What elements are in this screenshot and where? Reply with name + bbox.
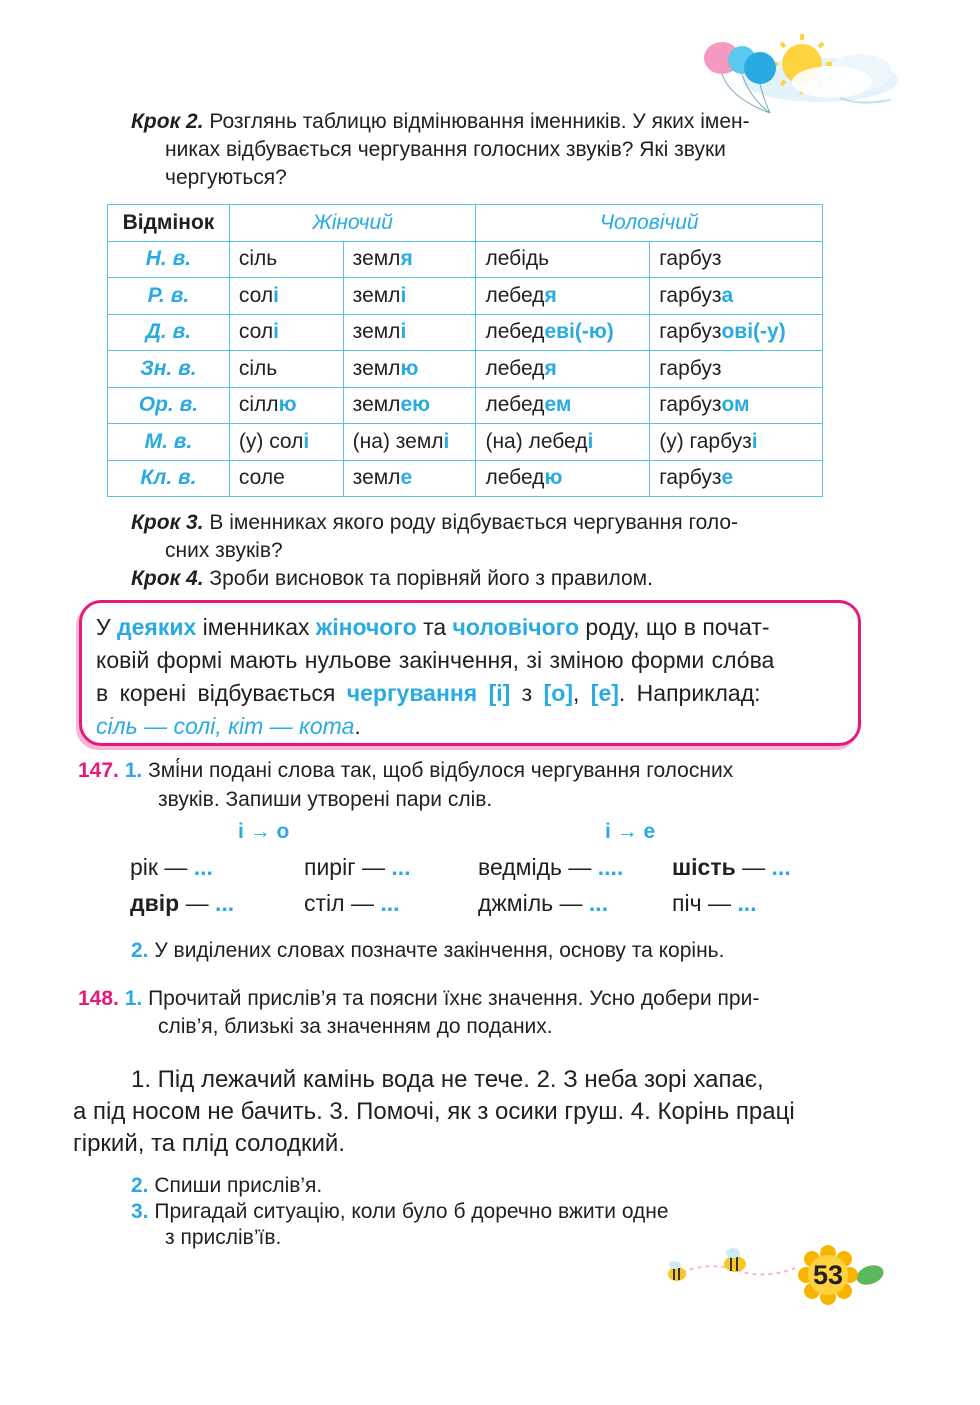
word-cell	[229, 278, 343, 315]
word-stem: лебідь	[485, 247, 550, 271]
word-cell	[343, 351, 476, 388]
word-pair	[672, 888, 757, 918]
word-stem: лебед	[485, 393, 545, 417]
word-ending: ю	[544, 466, 563, 490]
word-stem: сіль	[238, 247, 278, 271]
rule-line2: ковій формі мають нульове закінчення, зі зміною форми сло́ва	[96, 647, 775, 673]
ex147-task2-text: У виділених словах позначте закінчення, основу та корінь.	[154, 939, 725, 962]
step3-line2-text: сних звуків?	[165, 539, 283, 562]
table-row	[108, 460, 823, 497]
word-stem: лебед	[485, 283, 545, 307]
ex148-task2	[131, 1172, 322, 1200]
header-masculine: Чоловічий	[476, 205, 823, 242]
rule-text-part: в корені відбувається	[96, 680, 347, 706]
word-ending: і	[303, 429, 310, 453]
ex147-task1-line1: Змі́ни подані слова так, щоб відбулося чергування голосних	[148, 759, 734, 782]
ex148-sub2: 2.	[131, 1174, 149, 1197]
case-cell: Зн. в.	[108, 351, 230, 388]
table-row	[108, 351, 823, 388]
word-stem: сол	[238, 320, 274, 344]
ex148-task1-line1: Прочитай прислів’я та поясни їхнє значення. Усно добери при-	[148, 987, 760, 1010]
rule-text-part: У	[96, 614, 118, 640]
answer-blank: ...	[765, 854, 791, 880]
case-cell: Ор. в.	[108, 387, 230, 424]
dash: —	[735, 854, 766, 880]
ex148-line2	[158, 1013, 553, 1041]
ex148-sub3: 3.	[131, 1200, 149, 1223]
table-row	[108, 241, 823, 278]
step4-paragraph	[131, 565, 653, 593]
word-stem: сілл	[238, 393, 279, 417]
table-row	[108, 278, 823, 315]
word-stem: (на) лебед	[485, 429, 588, 453]
word-cell	[343, 314, 476, 351]
ex147-task2	[131, 937, 724, 965]
word-pair	[672, 852, 791, 882]
header-feminine: Жіночий	[229, 205, 476, 242]
step3-label: Крок 3.	[131, 511, 204, 534]
word-stem: сол	[238, 283, 274, 307]
declension-table	[107, 204, 823, 497]
word-cell	[476, 241, 650, 278]
source-word: двір	[130, 890, 180, 916]
word-ending: ю	[400, 356, 419, 380]
rule-highlight: [і]	[488, 680, 511, 706]
ex148-task3	[131, 1198, 855, 1226]
page-number: 53	[812, 1260, 844, 1290]
word-cell	[650, 278, 823, 315]
word-stem: лебед	[485, 320, 545, 344]
word-stem: земл	[352, 466, 401, 490]
word-pair	[304, 888, 400, 918]
word-stem: соле	[238, 466, 285, 490]
bee-icon	[724, 1248, 746, 1272]
balloons-icon	[704, 42, 776, 113]
source-word: піч —	[672, 890, 731, 916]
word-cell	[650, 460, 823, 497]
word-stem: (на) земл	[352, 429, 444, 453]
rule-line4	[96, 710, 842, 743]
source-word: ведмідь —	[478, 854, 592, 880]
word-stem: гарбуз	[659, 247, 722, 271]
word-stem: гарбуз	[659, 466, 722, 490]
ex148-number: 148.	[78, 987, 119, 1010]
word-cell	[229, 424, 343, 461]
word-pair	[478, 852, 623, 882]
rule-line1	[96, 611, 842, 644]
step3-line2	[165, 537, 283, 565]
word-cell	[229, 460, 343, 497]
source-word: шість	[672, 854, 736, 880]
step4-text: Зроби висновок та порівняй його з правилом.	[209, 567, 653, 590]
case-cell: Р. в.	[108, 278, 230, 315]
proverb-line2: а під носом не бачить. 3. Помочі, як з осики груш. 4. Корінь праці	[73, 1098, 795, 1125]
step2-label: Крок 2.	[131, 110, 204, 133]
step4-label: Крок 4.	[131, 567, 204, 590]
word-ending: я	[544, 356, 557, 380]
ex147-line2	[158, 786, 492, 814]
word-ending: ею	[400, 393, 431, 417]
word-cell	[650, 387, 823, 424]
table-header-row	[108, 205, 823, 242]
word-ending: я	[400, 247, 413, 271]
word-stem: (у) гарбуз	[659, 429, 752, 453]
word-ending: еві(-ю)	[544, 320, 614, 344]
word-cell	[476, 351, 650, 388]
ex148-task3-line2-text: з прислів’їв.	[165, 1226, 282, 1249]
word-ending: і	[751, 429, 758, 453]
word-stem: лебед	[485, 356, 545, 380]
rule-text-part: . Наприклад:	[618, 680, 761, 706]
word-cell	[476, 460, 650, 497]
word-pair	[130, 888, 234, 918]
word-ending: е	[400, 466, 413, 490]
word-cell	[650, 424, 823, 461]
proverb-line1: 1. Під лежачий камінь вода не тече. 2. З неба зорі хапає,	[131, 1066, 764, 1093]
ex147-line1	[78, 757, 855, 785]
word-cell	[229, 387, 343, 424]
word-stem: (у) сол	[238, 429, 304, 453]
step2-line3	[165, 164, 287, 192]
word-stem: земл	[352, 393, 401, 417]
word-ending: ом	[721, 393, 750, 417]
rule-highlight: деяких	[117, 614, 197, 640]
word-stem: земл	[352, 320, 401, 344]
rule-text-part: ,	[573, 680, 591, 706]
ex147-task1-line2: звуків. Запиши утворені пари слів.	[158, 788, 493, 811]
step2-paragraph	[131, 108, 855, 136]
answer-blank: ...	[187, 854, 213, 880]
ex148-task1-line2: слів’я, близькі за значенням до поданих.	[158, 1015, 553, 1038]
word-stem: земл	[352, 247, 401, 271]
rule-highlight: чоловічого	[452, 614, 579, 640]
ex147-number: 147.	[78, 759, 119, 782]
table-row	[108, 314, 823, 351]
word-ending: і	[443, 429, 450, 453]
source-word: джміль —	[478, 890, 583, 916]
word-cell	[343, 278, 476, 315]
word-pair	[130, 852, 213, 882]
step2-line3-text: чергуються?	[165, 166, 287, 189]
rule-highlight: [е]	[590, 680, 619, 706]
rule-highlight: [о]	[543, 680, 573, 706]
word-stem: гарбуз	[659, 393, 722, 417]
word-ending: ем	[544, 393, 572, 417]
word-cell	[229, 351, 343, 388]
rule-text-part: іменниках	[196, 614, 316, 640]
answer-blank: ...	[384, 854, 411, 880]
word-cell	[343, 387, 476, 424]
answer-blank: ...	[373, 890, 400, 916]
ex148-task3-line1: Пригадай ситуацію, коли було б доречно вжити одне	[154, 1200, 669, 1223]
source-word: стіл —	[304, 890, 374, 916]
proverb-line3: гіркий, та плід солодкий.	[73, 1130, 345, 1157]
header-case: Відмінок	[108, 205, 230, 242]
word-cell	[476, 314, 650, 351]
rule-text-part: з	[510, 680, 544, 706]
word-pair	[478, 888, 608, 918]
word-cell	[229, 241, 343, 278]
source-word: рік —	[130, 854, 188, 880]
bees-illustration	[655, 1240, 805, 1300]
step3-line1: В іменниках якого роду відбувається чергування голо-	[209, 511, 739, 534]
step3-paragraph	[131, 509, 855, 537]
rule-example: сіль — солі, кіт — кота	[96, 713, 355, 739]
word-ending: е	[721, 466, 734, 490]
word-cell	[650, 241, 823, 278]
step2-line2-text: никах відбувається чергування голосних звуків? Які звуки	[165, 138, 726, 161]
rule-highlight: жіночого	[315, 614, 417, 640]
word-ending: і	[273, 283, 279, 307]
rule-line3	[96, 677, 842, 710]
ex148-task2-text: Спиши прислів’я.	[154, 1174, 323, 1197]
word-ending: і	[587, 429, 594, 453]
ex147-sub2: 2.	[131, 939, 149, 962]
word-cell	[650, 314, 823, 351]
source-word: пиріг —	[304, 854, 385, 880]
word-stem: земл	[352, 283, 401, 307]
rule-text-part: роду, що в почат-	[579, 614, 770, 640]
rule-text-part: та	[416, 614, 453, 640]
word-cell	[343, 241, 476, 278]
ex147-head-right: і → е	[605, 820, 656, 843]
word-stem: лебед	[485, 466, 545, 490]
dash: —	[179, 890, 209, 916]
word-pair	[304, 852, 411, 882]
word-ending: ю	[278, 393, 297, 417]
rule-highlight: чергування	[346, 680, 478, 706]
word-cell	[476, 387, 650, 424]
word-stem: гарбуз	[659, 320, 722, 344]
word-ending: і	[273, 320, 279, 344]
word-stem: земл	[352, 356, 401, 380]
word-cell	[650, 351, 823, 388]
table-row	[108, 387, 823, 424]
word-ending: я	[544, 283, 557, 307]
word-stem: гарбуз	[659, 283, 722, 307]
case-cell: Н. в.	[108, 241, 230, 278]
word-cell	[343, 460, 476, 497]
case-cell: М. в.	[108, 424, 230, 461]
word-cell	[476, 278, 650, 315]
answer-blank: ....	[591, 854, 624, 880]
answer-blank: ...	[582, 890, 609, 916]
word-cell	[343, 424, 476, 461]
word-cell	[476, 424, 650, 461]
ex147-sub1: 1.	[124, 759, 143, 782]
word-stem: сіль	[238, 356, 278, 380]
case-cell: Д. в.	[108, 314, 230, 351]
ex148-task3-line2	[165, 1224, 281, 1252]
ex147-head-left: і → о	[238, 820, 290, 843]
step2-line2	[165, 136, 855, 164]
word-ending: ові(-у)	[721, 320, 786, 344]
ex148-line1	[78, 985, 855, 1013]
ex148-sub1: 1.	[124, 987, 143, 1010]
step2-line1: Розглянь таблицю відмінювання іменників. У яких імен-	[209, 110, 750, 133]
rule-box	[79, 600, 861, 746]
word-stem: гарбуз	[659, 356, 722, 380]
answer-blank: ...	[730, 890, 757, 916]
word-ending: і	[400, 283, 407, 307]
bee-icon	[668, 1261, 686, 1281]
word-ending: і	[400, 320, 407, 344]
word-ending: а	[721, 283, 734, 307]
table-row	[108, 424, 823, 461]
rule-text	[96, 611, 842, 743]
rule-text-part: .	[354, 713, 361, 739]
answer-blank: ...	[208, 890, 235, 916]
word-cell	[229, 314, 343, 351]
case-cell: Кл. в.	[108, 460, 230, 497]
